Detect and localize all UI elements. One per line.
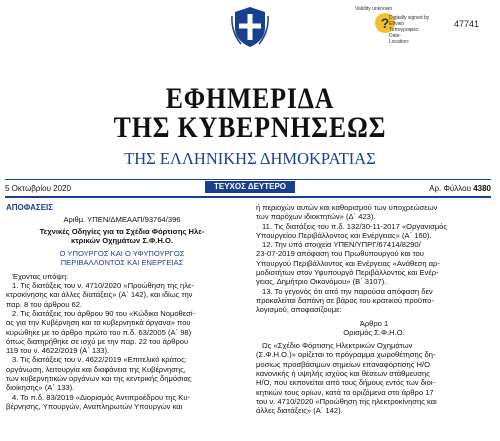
text-line: μοδιοτήτων στον Υφυπουργό Περιβάλλοντος και Ενέρ- <box>256 268 439 278</box>
gazette-title-line2: ΤΗΣ ΚΥΒΕΡΝΗΣΕΩΣ <box>113 111 387 144</box>
validity-line: Τυπογραφείο <box>389 27 419 33</box>
issue-series-badge: ΤΕΥΧΟΣ ΔΕΥΤΕΡΟ <box>205 181 295 193</box>
gazette-subtitle: ΤΗΣ ΕΛΛΗΝΙΚΗΣ ΔΗΜΟΚΡΑΤΙΑΣ <box>124 149 376 168</box>
validity-line: Location: <box>389 39 410 45</box>
validity-lines <box>389 15 430 45</box>
text-line: 11. Τις διατάξεις του π.δ. 132/30-11-2017 «Οργανισμός <box>262 221 448 231</box>
article-title: Ορισμός Σ.Φ.Η.Ο. <box>343 327 405 337</box>
sheet-label: Αρ. Φύλλου <box>429 184 471 193</box>
issue-meta-bar <box>5 179 491 198</box>
text-line: Υπουργού Περιβάλλοντος και Ενέργειας «Ανάθεση αρ- <box>256 258 440 268</box>
decision-title-line: Τεχνικές Οδηγίες για τα Σχέδια Φόρτισης Ηλε- <box>39 226 205 236</box>
section-title: ΑΠΟΦΑΣΕΙΣ <box>6 203 54 212</box>
issue-date: 5 Οκτωβρίου 2020 <box>5 184 71 193</box>
authority-line: Ο ΥΠΟΥΡΓΟΣ ΚΑΙ Ο ΥΦΥΠΟΥΡΓΟΣ <box>59 249 185 259</box>
text-line: άλλες διατάξεις» (Α΄ 142). <box>256 406 343 416</box>
text-line: 3. Τις διατάξεις του ν. 4622/2019 «Επιτελικό κράτος: <box>12 355 187 365</box>
svg-text:?: ? <box>380 15 390 31</box>
validity-line: Εθνικό <box>389 21 404 27</box>
text-line: βέρνησης, Υπουργών, Αναπληρωτών Υπουργών και <box>6 401 183 411</box>
having-regard: Έχοντας υπόψη: <box>12 271 69 281</box>
text-line: Ως «Σχέδιο Φόρτισης Ηλεκτρικών Οχημάτων <box>262 341 413 351</box>
text-line: των παρόχων ιδιοκτητών» (Δ΄ 423). <box>256 212 376 222</box>
right-column <box>256 203 492 416</box>
text-line: 2. Τις διατάξεις του άρθρου 90 του «Κώδικα Νομοθεσί- <box>12 308 196 318</box>
text-line: 119 του ν. 4622/2019 (Α΄ 133). <box>6 346 110 356</box>
sheet-value: 4380 <box>473 184 491 193</box>
text-line: κανονικής ή υψηλής ισχύος και θέσεων στάθμευσης <box>256 369 430 379</box>
text-line: Υπουργείου Περιβάλλοντος και Ενέργειας» (Α΄ 160). <box>256 230 432 240</box>
text-line: όπως διατηρήθηκε σε ισχύ με την παρ. 22 του άρθρου <box>6 336 189 346</box>
text-line: 13. Το γεγονός ότι από την παρούσα απόφαση δεν <box>262 286 433 296</box>
text-line: παρ. 8 του άρθρου 62. <box>6 299 83 309</box>
text-line: 4. Το π.δ. 83/2019 «Διορισμός Αντιπροέδρου της Κυ- <box>12 392 190 402</box>
decision-ref: Αριθμ. ΥΠΕΝ/ΔΜΕΑΑΠ/93764/396 <box>63 215 181 225</box>
left-column <box>6 203 238 411</box>
article-number: Άρθρο 1 <box>359 318 389 328</box>
text-line: 12. Την υπό στοιχεία ΥΠΕΝ/ΥΠΡΓ/67414/8290/ <box>262 240 421 250</box>
text-line: Η/Ο, που εκπονείται από τους δήμους εντός των διοι- <box>256 378 436 388</box>
validity-line: Digitally signed by <box>389 15 430 21</box>
gazette-title-line1: ΕΦΗΜΕΡΙΔΑ <box>165 82 335 115</box>
text-line: 23-07-2019 απόφαση του Πρωθυπουργού και του <box>256 249 424 259</box>
text-line: μοσίως προσβάσιμων σημείων επαναφόρτισης Η/Ο <box>256 359 430 369</box>
sheet-number <box>429 184 491 193</box>
page-number: 47741 <box>454 19 480 29</box>
text-line: διοίκησης» (Α΄ 133). <box>6 383 75 393</box>
text-line: 1. Τις διατάξεις του ν. 4710/2020 «Προώθηση της ηλε- <box>12 281 194 291</box>
text-line: των κυβερνητικών οργάνων και της κεντρικής δημόσιας <box>6 374 192 384</box>
greek-coat-of-arms-icon <box>231 4 269 48</box>
signature-validity-block <box>355 6 430 45</box>
validity-line: Date: <box>389 33 401 39</box>
text-line: κυρώθηκε με το άρθρο πρώτο του π.δ. 63/2005 (Α΄ 98) <box>6 327 192 337</box>
text-line: οργάνωση, λειτουργία και διαφάνεια της Κυβέρνησης, <box>6 364 186 374</box>
text-line: λογισμού, αποφασίζουμε: <box>256 305 342 315</box>
text-line: του ν. 4710/2020 «Προώθηση της ηλεκτροκίνησης και <box>256 396 437 406</box>
text-line: ή περιοχών αυτών και καθορισμού των υποχρεώσεων <box>256 203 438 212</box>
text-line: προκαλείται δαπάνη σε βάρος του κρατικού προϋπο- <box>256 295 434 305</box>
text-line: γειας, Δημήτριο Οικονόμου» (Β΄ 3107). <box>256 277 387 287</box>
validity-label: Validity unknown <box>355 6 393 12</box>
authority-line: ΠΕΡΙΒΑΛΛΟΝΤΟΣ ΚΑΙ ΕΝΕΡΓΕΙΑΣ <box>60 258 184 268</box>
text-line: ας για την Κυβέρνηση και τα κυβερνητικά όργανα» που <box>6 318 191 328</box>
text-line: (Σ.Φ.Η.Ο.)» ορίζεται το πρόγραμμα χωροθέτησης δη- <box>256 350 436 360</box>
text-line: κτροκίνησης και άλλες διατάξεις» (Α΄ 142), και ιδίως την <box>6 290 193 300</box>
decision-title-line: κτρικών Οχημάτων Σ.Φ.Η.Ο. <box>71 235 173 245</box>
text-line: κητικών τους ορίων, κατά τα οριζόμενα στο άρθρο 17 <box>256 387 434 397</box>
